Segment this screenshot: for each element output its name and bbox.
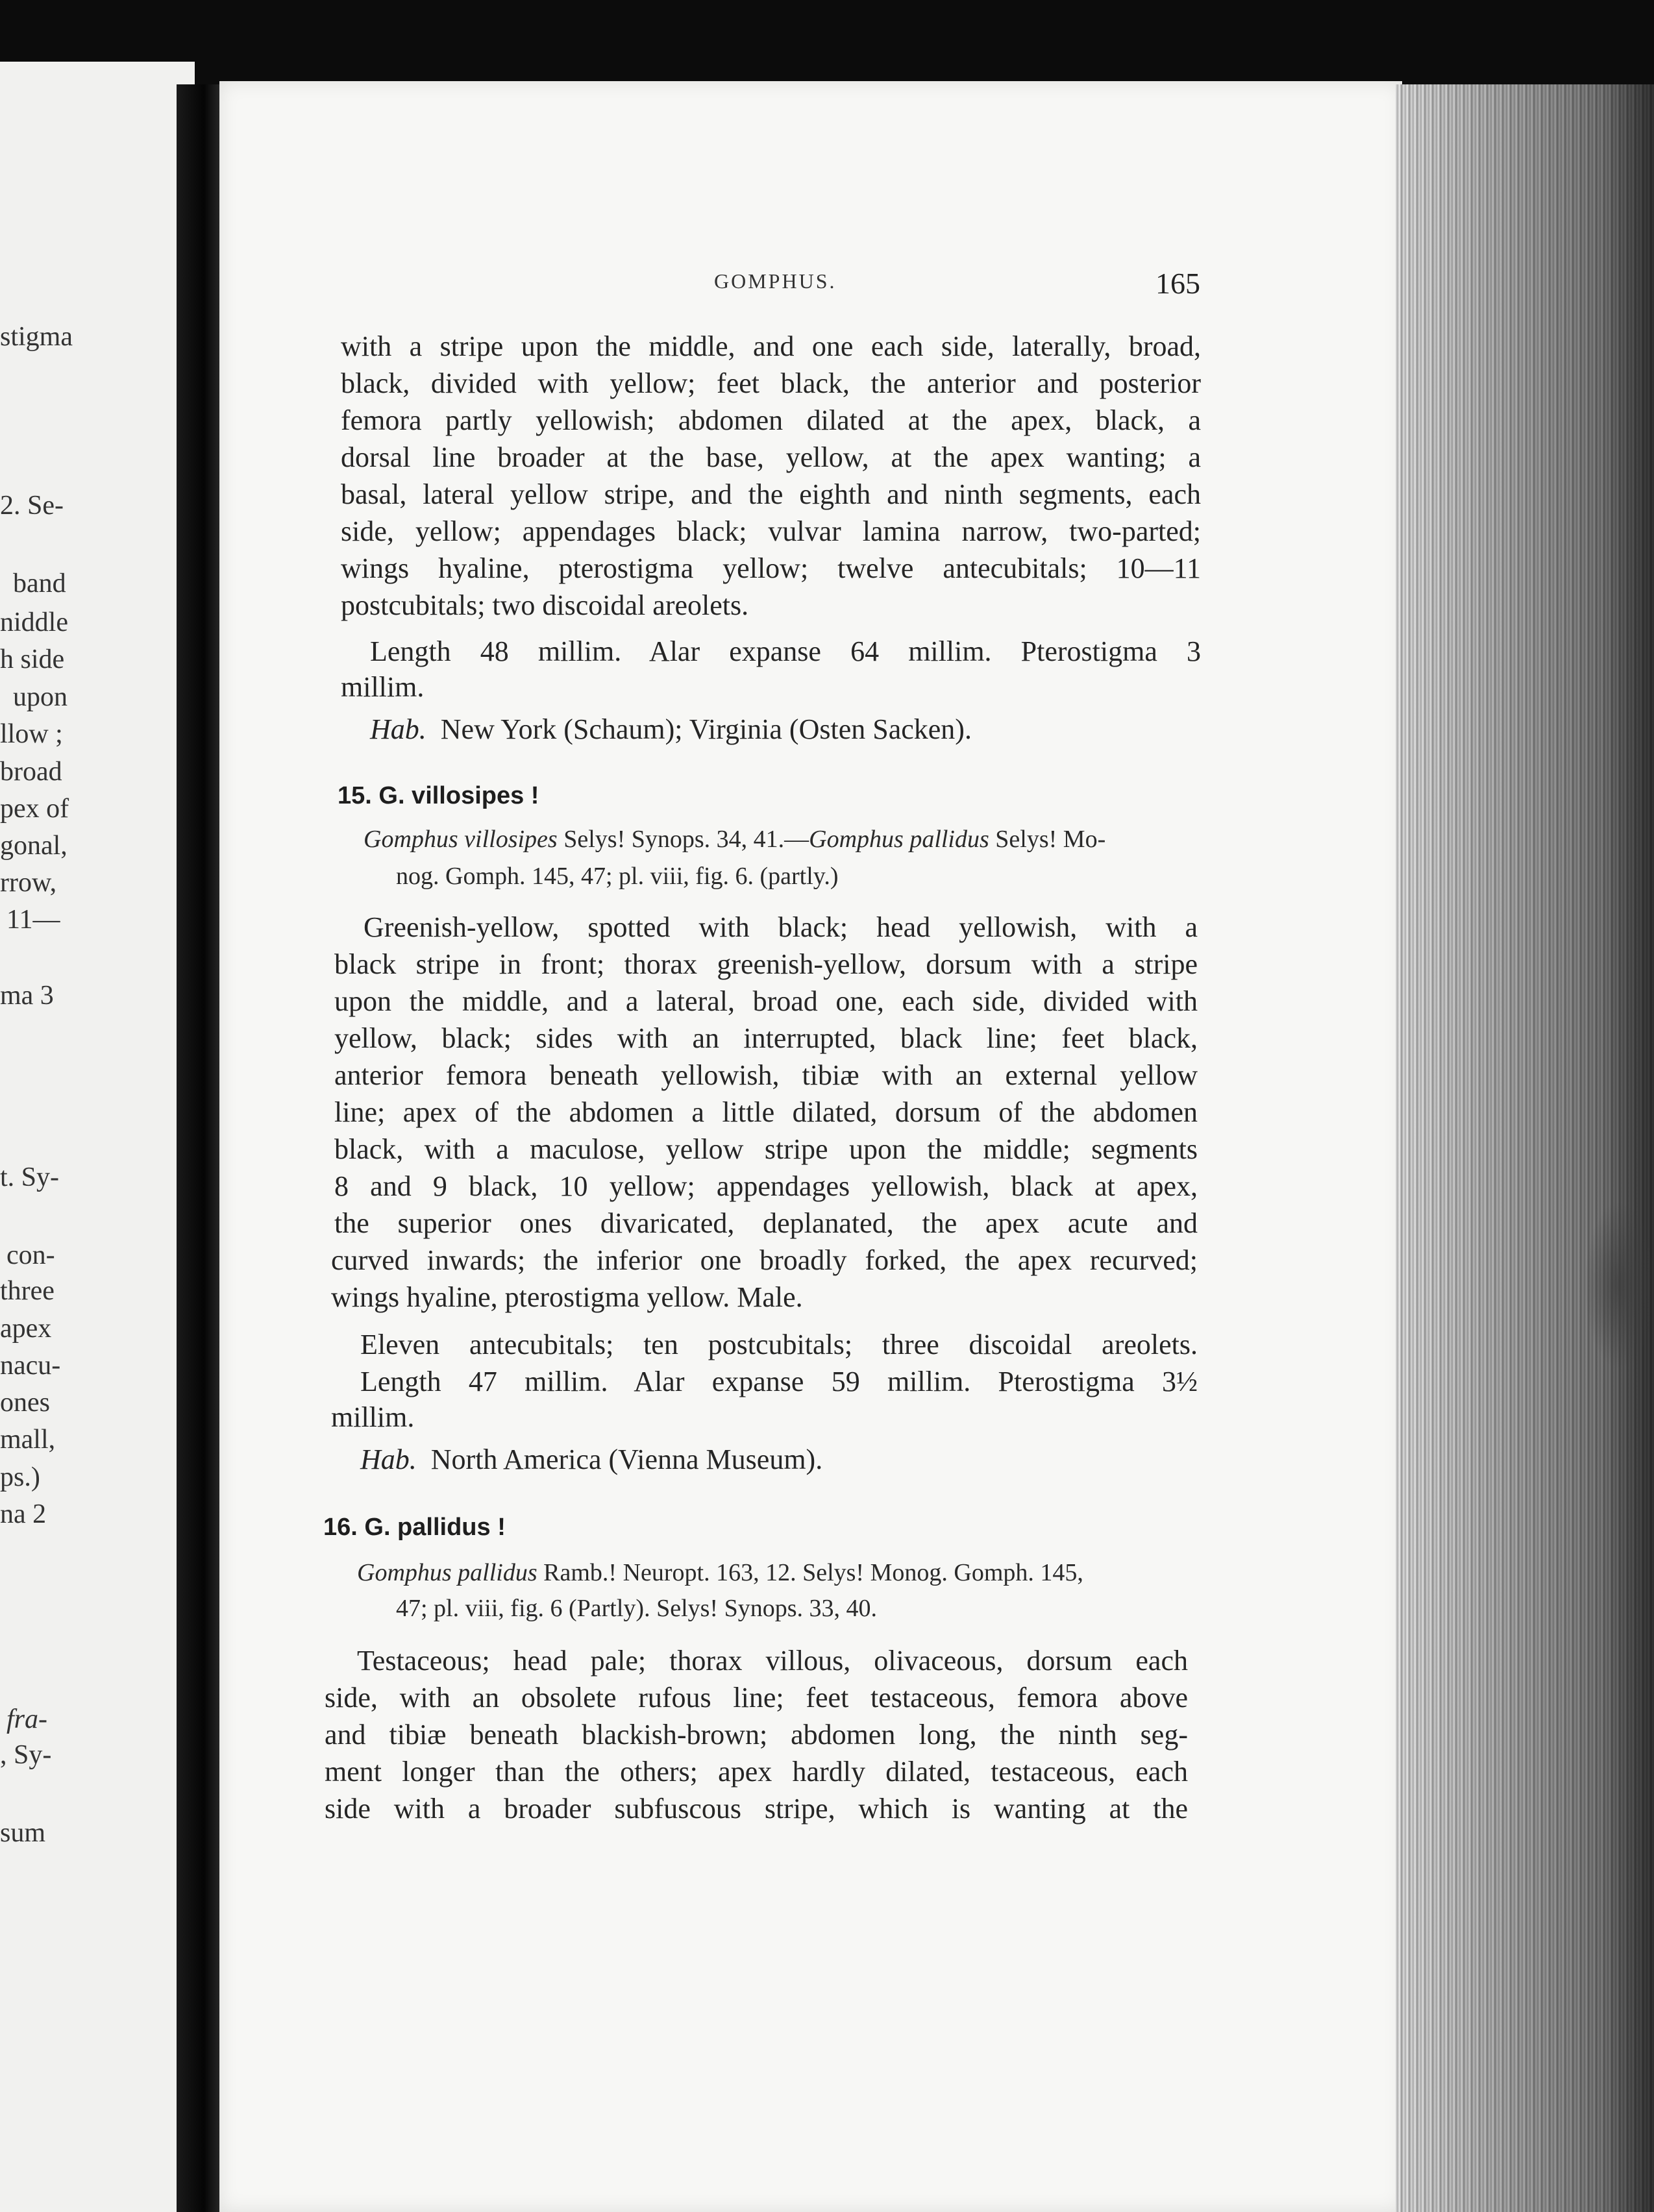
left-fragment: pex of [0, 794, 69, 824]
habitat-line [370, 711, 972, 748]
page-number: 165 [1155, 267, 1200, 300]
text-line: wings hyaline, pterostigma yellow. Male. [331, 1281, 803, 1313]
left-fragment: sum [0, 1818, 46, 1848]
text-line: side with a broader subfuscous stripe, which is wanting at the [325, 1793, 1188, 1825]
left-fragment: fra- [6, 1704, 47, 1734]
text-line: black, divided with yellow; feet black, the anterior and posterior [341, 367, 1201, 399]
measurements-line: millim. [331, 1401, 415, 1433]
book-gutter [177, 84, 222, 2212]
synonym-citation: Selys! Mo- [995, 826, 1106, 853]
left-fragment: t. Sy- [0, 1162, 60, 1192]
text-line: the superior ones divaricated, deplanated, the apex acute and [334, 1207, 1198, 1239]
text-line: side, yellow; appendages black; vulvar lamina narrow, two-parted; [341, 515, 1201, 547]
synonymy-line: 47; pl. viii, fig. 6 (Partly). Selys! Synops. 33, 40. [396, 1595, 877, 1622]
left-fragment: , Sy- [0, 1740, 52, 1770]
left-fragment: apex [0, 1314, 52, 1344]
running-title: GOMPHUS. [714, 269, 837, 293]
synonymy-line [357, 1555, 1083, 1591]
text-line: with a stripe upon the middle, and one each side, laterally, broad, [341, 330, 1201, 362]
text-line: line; apex of the abdomen a little dilated, dorsum of the abdomen [334, 1096, 1198, 1128]
venation-line: Eleven antecubitals; ten postcubitals; three discoidal areolets. [360, 1329, 1198, 1360]
left-fragment: 11— [6, 905, 60, 935]
left-fragment: 2. Se- [0, 491, 64, 521]
left-fragment: three [0, 1276, 55, 1306]
synonym-name: Gomphus pallidus [357, 1559, 537, 1586]
left-fragment: upon [13, 682, 68, 712]
left-fragment: nacu- [0, 1351, 61, 1381]
left-fragment: broad [0, 757, 62, 787]
text-line: 8 and 9 black, 10 yellow; appendages yellowish, black at apex, [334, 1170, 1198, 1202]
left-fragment: h side [0, 645, 65, 674]
synonym-name: Gomphus villosipes [364, 826, 558, 853]
left-fragment: na 2 [0, 1499, 47, 1529]
synonym-name: Gomphus pallidus [809, 826, 989, 853]
species-heading: 15. G. villosipes ! [338, 782, 539, 809]
thumb-shadow [1584, 1201, 1654, 1370]
left-fragment: gonal, [0, 831, 68, 861]
species-heading: 16. G. pallidus ! [323, 1514, 506, 1541]
text-line: upon the middle, and a lateral, broad one, each side, divided with [334, 985, 1198, 1017]
text-line: basal, lateral yellow stripe, and the eighth and ninth segments, each [341, 478, 1201, 510]
book-page-edges [1396, 84, 1654, 2212]
measurements-line: Length 48 millim. Alar expanse 64 millim. Pterostigma 3 [370, 635, 1201, 667]
left-fragment: ma 3 [0, 981, 54, 1011]
text-line: postcubitals; two discoidal areolets. [341, 589, 749, 621]
text-line: side, with an obsolete rufous line; feet testaceous, femora above [325, 1682, 1188, 1714]
text-line: ment longer than the others; apex hardly dilated, testaceous, each [325, 1756, 1188, 1788]
text-line: yellow, black; sides with an interrupted, black line; feet black, [334, 1022, 1198, 1054]
habitat-line [360, 1441, 822, 1478]
text-line: anterior femora beneath yellowish, tibiæ with an external yellow [334, 1059, 1198, 1091]
text-line: black, with a maculose, yellow stripe upon the middle; segments [334, 1133, 1198, 1165]
synonymy-line: nog. Gomph. 145, 47; pl. viii, fig. 6. (partly.) [396, 863, 839, 890]
habitat-text: New York (Schaum); Virginia (Osten Sacken). [440, 713, 972, 745]
left-fragment: ps.) [0, 1462, 40, 1492]
text-line: femora partly yellowish; abdomen dilated at the apex, black, a [341, 404, 1201, 436]
left-fragment: niddle [0, 608, 68, 637]
text-line: wings hyaline, pterostigma yellow; twelve antecubitals; 10—11 [341, 552, 1201, 584]
text-line: black stripe in front; thorax greenish-yellow, dorsum with a stripe [334, 948, 1198, 980]
synonymy-line [364, 821, 1105, 857]
habitat-label: Hab. [370, 713, 426, 745]
text-line: Testaceous; head pale; thorax villous, olivaceous, dorsum each [357, 1645, 1188, 1677]
text-line: dorsal line broader at the base, yellow, at the apex wanting; a [341, 441, 1201, 473]
measurements-line: millim. [341, 671, 425, 703]
left-fragment: rrow, [0, 868, 57, 898]
left-fragment: band [13, 569, 66, 598]
measurements-line: Length 47 millim. Alar expanse 59 millim. Pterostigma 3½ [360, 1366, 1198, 1397]
left-fragment: con- [6, 1240, 55, 1270]
text-line: Greenish-yellow, spotted with black; head yellowish, with a [364, 911, 1198, 943]
left-facing-page [0, 62, 195, 2212]
habitat-text: North America (Vienna Museum). [430, 1444, 823, 1475]
left-fragment: stigma [0, 322, 73, 352]
left-fragment: ones [0, 1388, 50, 1418]
synonym-citation: Ramb.! Neuropt. 163, 12. Selys! Monog. Gomph. 145, [543, 1559, 1083, 1586]
text-line: curved inwards; the inferior one broadly forked, the apex recurved; [331, 1244, 1198, 1276]
left-fragment: llow ; [0, 719, 63, 749]
text-line: and tibiæ beneath blackish-brown; abdomen long, the ninth seg- [325, 1719, 1188, 1751]
habitat-label: Hab. [360, 1444, 417, 1475]
synonym-citation: Selys! Synops. 34, 41.— [563, 826, 809, 853]
left-fragment: mall, [0, 1425, 56, 1455]
